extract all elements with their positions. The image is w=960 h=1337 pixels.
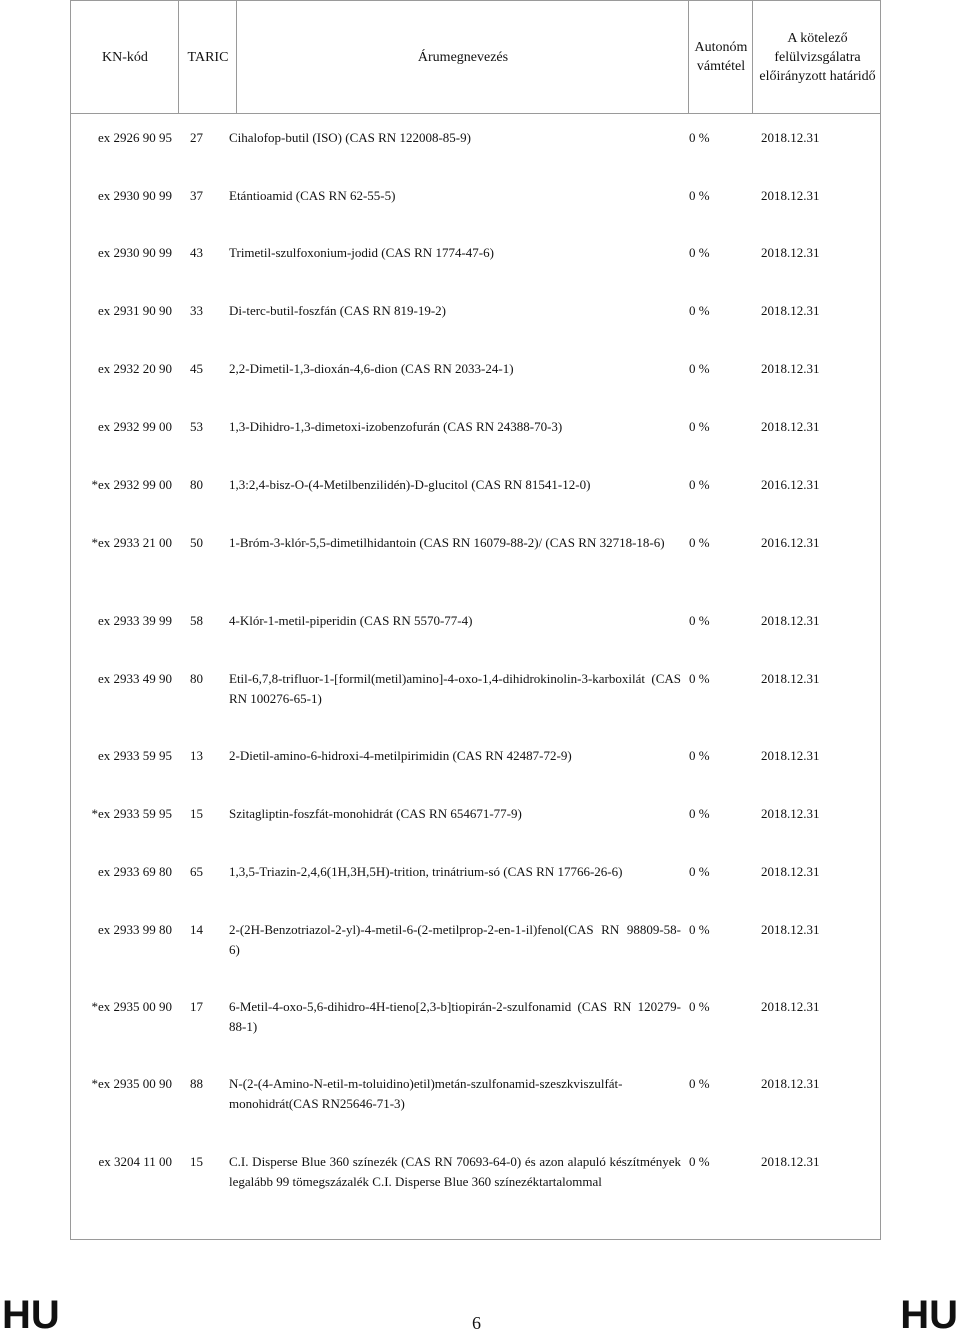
kn-code: ex 2926 90 95 (97, 130, 172, 145)
deadline: 2018.12.31 (761, 1154, 820, 1169)
description: 2-Dietil-amino-6-hidroxi-4-metilpirimidin (CAS RN 42487-72-9) (229, 748, 572, 763)
page-number: 6 (472, 1313, 481, 1333)
kn-code: ex 2933 49 90 (97, 671, 172, 686)
kn-code: ex 3204 11 00 (98, 1154, 172, 1169)
deadline: 2018.12.31 (761, 419, 820, 434)
kn-code: ex 2932 99 00 (97, 419, 172, 434)
deadline: 2018.12.31 (761, 130, 820, 145)
kn-code: *ex 2933 21 00 (91, 535, 172, 550)
description: Szitagliptin-foszfát-monohidrát (CAS RN 654671-77-9) (229, 806, 522, 821)
rate: 0 % (689, 188, 710, 203)
rate: 0 % (689, 1076, 710, 1091)
kn-code: ex 2930 90 99 (97, 245, 172, 260)
rate: 0 % (689, 535, 710, 550)
description: 1-Bróm-3-klór-5,5-dimetilhidantoin (CAS RN 16079-88-2)/ (CAS RN 32718-18-6) (229, 535, 665, 550)
deadline: 2018.12.31 (761, 188, 820, 203)
taric-code: 65 (190, 864, 203, 879)
kn-code: ex 2933 39 99 (97, 613, 172, 628)
taric-code: 58 (190, 613, 203, 628)
kn-code: ex 2931 90 90 (97, 303, 172, 318)
deadline: 2018.12.31 (761, 748, 820, 763)
description: 1,3,5-Triazin-2,4,6(1H,3H,5H)-trition, trinátrium-só (CAS RN 17766-26-6) (229, 864, 623, 879)
deadline: 2018.12.31 (761, 1076, 820, 1091)
kn-code: ex 2933 59 95 (97, 748, 172, 763)
kn-code: ex 2932 20 90 (97, 361, 172, 376)
kn-code: *ex 2932 99 00 (91, 477, 172, 492)
kn-code: ex 2933 99 80 (97, 922, 172, 937)
taric-code: 50 (190, 535, 203, 550)
deadline: 2018.12.31 (761, 245, 820, 260)
taric-code: 15 (190, 806, 203, 821)
description: 2-(2H-Benzotriazol-2-yl)-4-metil-6-(2-metilprop-2-en-1-il)fenol(CAS RN 98809-58-6) (229, 922, 681, 957)
description: Trimetil-szulfoxonium-jodid (CAS RN 1774-47-6) (229, 245, 494, 260)
header-divider (752, 1, 753, 113)
kn-code: ex 2930 90 99 (97, 188, 172, 203)
kn-code: *ex 2935 00 90 (91, 1076, 172, 1091)
rate: 0 % (689, 999, 710, 1014)
description: 2,2-Dimetil-1,3-dioxán-4,6-dion (CAS RN 2033-24-1) (229, 361, 514, 376)
deadline: 2018.12.31 (761, 999, 820, 1014)
taric-code: 13 (190, 748, 203, 763)
header-divider (236, 1, 237, 113)
header-autonomous-rate: Autonóm vámtétel (694, 40, 748, 74)
footer-language-code-right: HU (900, 1293, 958, 1337)
kn-code: ex 2933 69 80 (97, 864, 172, 879)
table-header (70, 0, 881, 114)
deadline: 2018.12.31 (761, 361, 820, 376)
rate: 0 % (689, 419, 710, 434)
description: 6-Metil-4-oxo-5,6-dihidro-4H-tieno[2,3-b]tiopirán-2-szulfonamid (CAS RN 120279-88-1) (229, 999, 681, 1034)
description: Cihalofop-butil (ISO) (CAS RN 122008-85-9) (229, 130, 471, 145)
header-divider (178, 1, 179, 113)
header-description: Árumegnevezés (417, 49, 509, 65)
taric-code: 45 (190, 361, 203, 376)
kn-code: *ex 2933 59 95 (91, 806, 172, 821)
footer-language-code-left: HU (2, 1293, 60, 1337)
taric-code: 33 (190, 303, 203, 318)
rate: 0 % (689, 748, 710, 763)
description: 1,3:2,4-bisz-O-(4-Metilbenzilidén)-D-glucitol (CAS RN 81541-12-0) (229, 477, 591, 492)
taric-code: 53 (190, 419, 203, 434)
description: 4-Klór-1-metil-piperidin (CAS RN 5570-77-4) (229, 613, 473, 628)
deadline: 2018.12.31 (761, 922, 820, 937)
description: C.I. Disperse Blue 360 színezék (CAS RN 70693-64-0) és azon alapuló készítmények legalább 99 tömegszázalék C.I. Disperse Blue 360 színezéktartalommal (229, 1154, 681, 1189)
kn-code: *ex 2935 00 90 (91, 999, 172, 1014)
rate: 0 % (689, 806, 710, 821)
rate: 0 % (689, 922, 710, 937)
taric-code: 88 (190, 1076, 203, 1091)
taric-code: 80 (190, 477, 203, 492)
description: 1,3-Dihidro-1,3-dimetoxi-izobenzofurán (CAS RN 24388-70-3) (229, 419, 563, 434)
rate: 0 % (689, 613, 710, 628)
taric-code: 27 (190, 130, 203, 145)
description: Etil-6,7,8-trifluor-1-[formil(metil)amino]-4-oxo-1,4-dihidrokinolin-3-karboxilát (CAS RN 100276-65-1) (229, 671, 681, 706)
rate: 0 % (689, 1154, 710, 1169)
deadline: 2018.12.31 (761, 671, 820, 686)
deadline: 2018.12.31 (761, 806, 820, 821)
description: N-(2-(4-Amino-N-etil-m-toluidino)etil)metán-szulfonamid-szeszkviszulfát-monohidrát(CAS RN25646-71-3) (229, 1076, 623, 1111)
header-taric: TARIC (187, 49, 229, 65)
taric-code: 80 (190, 671, 203, 686)
rate: 0 % (689, 245, 710, 260)
deadline: 2016.12.31 (761, 477, 820, 492)
taric-code: 17 (190, 999, 203, 1014)
rate: 0 % (689, 671, 710, 686)
taric-code: 15 (190, 1154, 203, 1169)
header-kn-code: KN-kód (102, 49, 148, 65)
taric-code: 43 (190, 245, 203, 260)
deadline: 2018.12.31 (761, 613, 820, 628)
rate: 0 % (689, 477, 710, 492)
deadline: 2018.12.31 (761, 303, 820, 318)
rate: 0 % (689, 303, 710, 318)
deadline: 2018.12.31 (761, 864, 820, 879)
description: Etántioamid (CAS RN 62-55-5) (229, 188, 396, 203)
rate: 0 % (689, 361, 710, 376)
rate: 0 % (689, 130, 710, 145)
deadline: 2016.12.31 (761, 535, 820, 550)
taric-code: 14 (190, 922, 203, 937)
header-divider (688, 1, 689, 113)
taric-code: 37 (190, 188, 203, 203)
header-deadline: A kötelező felülvizsgálatra előirányzott határidő (759, 30, 876, 84)
description: Di-terc-butil-foszfán (CAS RN 819-19-2) (229, 303, 446, 318)
rate: 0 % (689, 864, 710, 879)
